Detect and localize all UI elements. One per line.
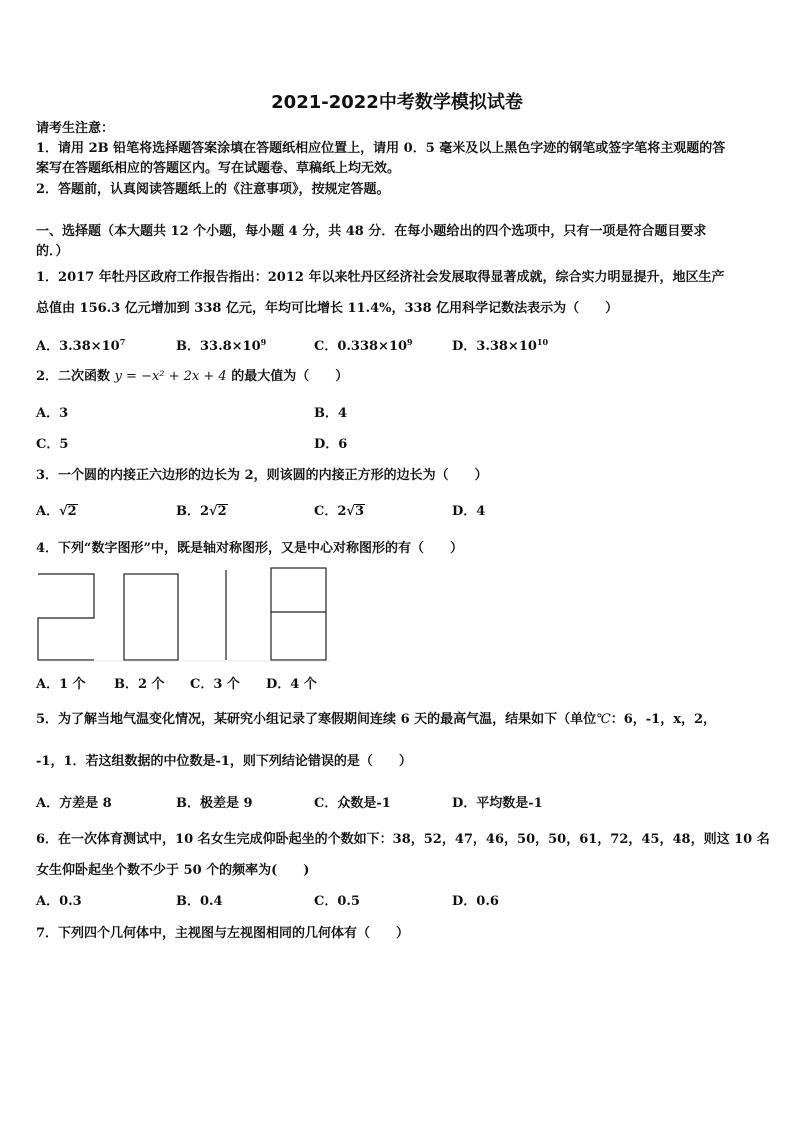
q6-option-b: B．0.4: [176, 894, 223, 909]
q3-option-d: D．4: [452, 504, 486, 519]
q2-option-a: A．3: [36, 406, 69, 421]
q6-option-a: A．0.3: [36, 894, 82, 909]
q1-stem-line-2: 总值由 156.3 亿元增加到 338 亿元，年均可比增长 11.4%，338 亿用科学记数法表示为（ ）: [36, 301, 619, 316]
q3-stem: 3．一个圆的内接正六边形的边长为 2，则该圆的内接正方形的边长为（ ）: [36, 468, 488, 483]
q4-stem: 4．下列“数字图形”中，既是轴对称图形，又是中心对称图形的有（ ）: [36, 541, 464, 556]
sqrt-icon: √: [346, 504, 355, 519]
q1-option-a: A．$3.38\times 10^7$: [36, 337, 126, 354]
q6-stem-line-2: 女生仰卧起坐个数不少于 50 个的频率为( ): [36, 863, 310, 878]
q1-option-c: C．$0.338\times 10^9$: [314, 337, 413, 354]
q3-option-a: A．√2: [36, 504, 77, 519]
q5-option-c: C．众数是-1: [314, 796, 391, 811]
q6-option-c: C．0.5: [314, 894, 360, 909]
q4-option-b: B．2 个: [114, 677, 165, 692]
notice-item-1-line-2: 案写在答题纸相应的答题区内。写在试题卷、草稿纸上均无效。: [36, 161, 401, 176]
notice-item-1-line-1: 1．请用 2B 铅笔将选择题答案涂填在答题纸相应位置上，请用 0．5 毫米及以上黑色字迹的钢笔或签字笔将主观题的答: [36, 141, 726, 156]
q1-option-b: B．$33.8\times 10^9$: [176, 337, 267, 354]
sqrt-icon: √: [209, 504, 218, 519]
q2-stem: 2．二次函数 y = −x² + 2x + 4 的最大值为（ ）: [36, 369, 349, 384]
digit-8-figure: [271, 568, 326, 660]
sqrt-icon: √: [59, 504, 68, 519]
q2-formula: y = −x² + 2x + 4: [114, 369, 227, 384]
notice-item-2: 2．答题前，认真阅读答题纸上的《注意事项》，按规定答题。: [36, 182, 390, 197]
section-heading-line-2: 的．）: [36, 244, 69, 259]
q5-stem-line-1: 5．为了解当地气温变化情况，某研究小组记录了寒假期间连续 6 天的最高气温，结果如下（单位℃：6，-1，x，2，: [36, 712, 716, 727]
q1-stem-line-1: 1．2017 年牡丹区政府工作报告指出：2012 年以来牡丹区经济社会发展取得显著成就，综合实力明显提升，地区生产: [36, 270, 725, 285]
q4-option-c: C．3 个: [190, 677, 240, 692]
q6-stem-line-1: 6．在一次体育测试中，10 名女生完成仰卧起坐的个数如下：38，52，47，46，50，50，61，72，45，48，则这 10 名: [36, 832, 770, 847]
q4-option-d: D．4 个: [266, 677, 317, 692]
q5-unit: ℃: [596, 712, 611, 727]
q3-option-c: C．2√3: [314, 504, 364, 519]
q4-option-a: A．1 个: [36, 677, 86, 692]
q7-stem: 7．下列四个几何体中，主视图与左视图相同的几何体有（ ）: [36, 926, 410, 941]
q2-option-c: C．5: [36, 437, 69, 452]
q6-option-d: D．0.6: [452, 894, 499, 909]
q2-option-d: D．6: [314, 437, 348, 452]
q5-option-a: A．方差是 8: [36, 796, 112, 811]
notice-heading: 请考生注意：: [36, 121, 115, 136]
page-title: 2021-2022中考数学模拟试卷: [271, 92, 523, 113]
digit-2-figure: [38, 574, 94, 660]
section-heading-line-1: 一、选择题（本大题共 12 个小题，每小题 4 分，共 48 分．在每小题给出的四个选项中，只有一项是符合题目要求: [36, 224, 707, 239]
q2-option-b: B．4: [314, 406, 348, 421]
q3-option-b: B．2√2: [176, 504, 227, 519]
digit-0-figure: [124, 574, 178, 660]
q1-option-d: D．$3.38\times 10^{10}$: [452, 337, 549, 354]
q5-stem-line-2: -1，1．若这组数据的中位数是-1，则下列结论错误的是（ ）: [36, 754, 412, 769]
q5-option-b: B．极差是 9: [176, 796, 253, 811]
q5-option-d: D．平均数是-1: [452, 796, 543, 811]
digit-figures-2018: [36, 566, 332, 662]
